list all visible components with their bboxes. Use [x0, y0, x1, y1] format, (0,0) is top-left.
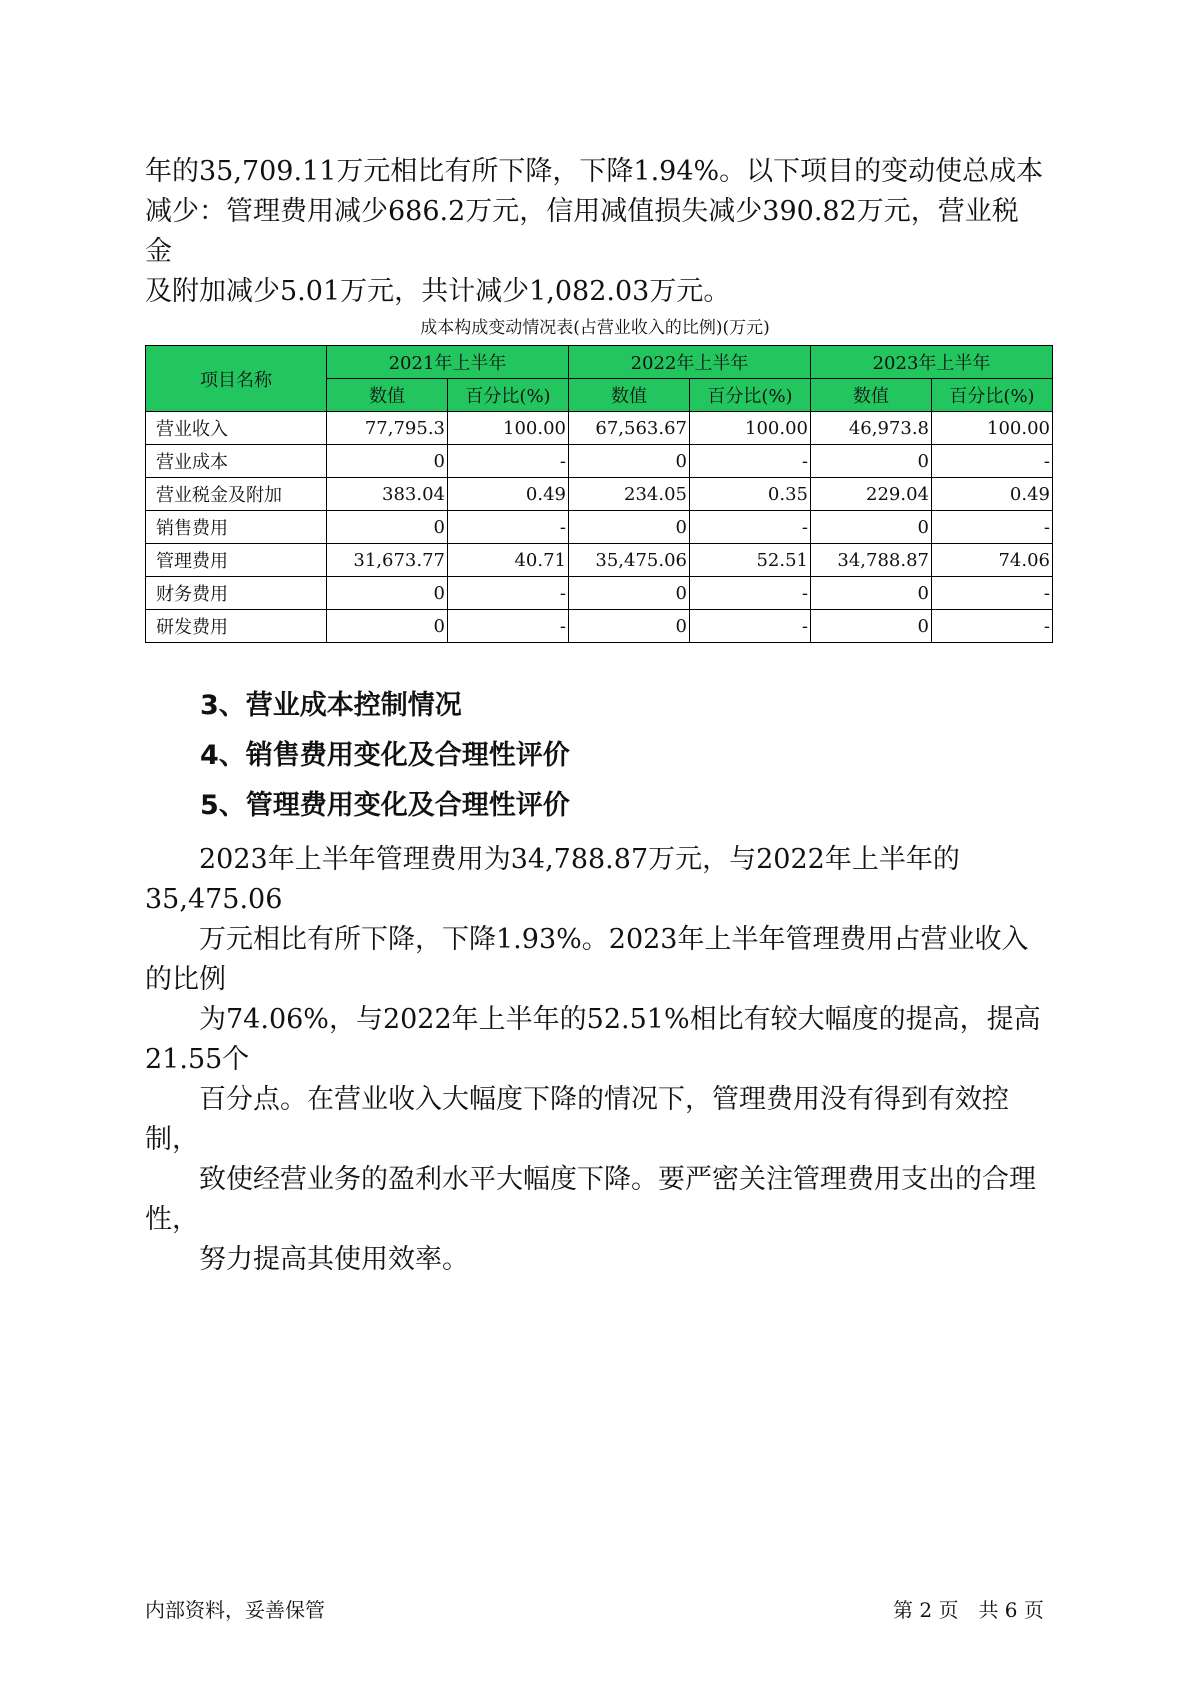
- cell-value: 0: [569, 445, 690, 478]
- cell-value: 0: [569, 511, 690, 544]
- cell-value: 34,788.87: [811, 544, 932, 577]
- cell-value: 0: [327, 445, 448, 478]
- header-year-2023: 2023年上半年: [811, 346, 1053, 379]
- section-5-line-5: 致使经营业务的盈利水平大幅度下降。要严密关注管理费用支出的合理性，: [145, 1164, 1036, 1235]
- cell-percent: -: [448, 511, 569, 544]
- cell-percent: -: [448, 445, 569, 478]
- cell-percent: -: [690, 511, 811, 544]
- cell-value: 0: [327, 577, 448, 610]
- intro-line-2: 减少：管理费用减少686.2万元，信用减值损失减少390.82万元，营业税金: [145, 196, 1019, 267]
- cell-value: 383.04: [327, 478, 448, 511]
- intro-paragraph: [145, 152, 1045, 312]
- header-percent: 百分比(%): [932, 379, 1053, 412]
- table-row: [146, 445, 1053, 478]
- cell-percent: 100.00: [690, 412, 811, 445]
- heading-section-4: 4、销售费用变化及合理性评价: [200, 740, 570, 771]
- cell-value: 0: [811, 610, 932, 643]
- heading-section-5: 5、管理费用变化及合理性评价: [200, 790, 570, 821]
- cell-value: 0: [569, 577, 690, 610]
- section-5-paragraph: [145, 840, 1045, 1280]
- row-item-name: 营业收入: [146, 412, 327, 445]
- table-header-row-years: [146, 346, 1053, 379]
- table-row: [146, 412, 1053, 445]
- cell-value: 31,673.77: [327, 544, 448, 577]
- row-item-name: 销售费用: [146, 511, 327, 544]
- cell-percent: -: [932, 610, 1053, 643]
- cell-value: 46,973.8: [811, 412, 932, 445]
- cell-percent: 0.49: [932, 478, 1053, 511]
- cell-percent: 100.00: [932, 412, 1053, 445]
- header-value: 数值: [811, 379, 932, 412]
- cell-percent: 100.00: [448, 412, 569, 445]
- cell-value: 234.05: [569, 478, 690, 511]
- cell-percent: 0.49: [448, 478, 569, 511]
- cell-value: 229.04: [811, 478, 932, 511]
- cell-value: 0: [569, 610, 690, 643]
- intro-line-1: 年的35,709.11万元相比有所下降，下降1.94%。以下项目的变动使总成本: [145, 156, 1044, 187]
- row-item-name: 财务费用: [146, 577, 327, 610]
- cell-value: 77,795.3: [327, 412, 448, 445]
- cell-value: 0: [327, 610, 448, 643]
- cell-percent: 74.06: [932, 544, 1053, 577]
- cell-percent: -: [932, 511, 1053, 544]
- cost-structure-table: [145, 345, 1053, 643]
- cell-percent: 52.51: [690, 544, 811, 577]
- cell-value: 35,475.06: [569, 544, 690, 577]
- cell-percent: -: [690, 445, 811, 478]
- cell-percent: -: [448, 610, 569, 643]
- row-item-name: 研发费用: [146, 610, 327, 643]
- header-year-2021: 2021年上半年: [327, 346, 569, 379]
- header-value: 数值: [327, 379, 448, 412]
- table-row: [146, 511, 1053, 544]
- header-item-name: 项目名称: [146, 346, 327, 412]
- header-year-2022: 2022年上半年: [569, 346, 811, 379]
- section-5-line-6: 努力提高其使用效率。: [199, 1244, 469, 1275]
- cell-value: 0: [327, 511, 448, 544]
- table-row: [146, 478, 1053, 511]
- cell-percent: -: [932, 577, 1053, 610]
- cell-percent: 40.71: [448, 544, 569, 577]
- cell-percent: 0.35: [690, 478, 811, 511]
- header-value: 数值: [569, 379, 690, 412]
- section-5-line-2: 万元相比有所下降，下降1.93%。2023年上半年管理费用占营业收入的比例: [145, 924, 1029, 995]
- cell-value: 67,563.67: [569, 412, 690, 445]
- cell-percent: -: [932, 445, 1053, 478]
- row-item-name: 营业成本: [146, 445, 327, 478]
- cell-percent: -: [448, 577, 569, 610]
- cell-value: 0: [811, 511, 932, 544]
- table-body: [146, 412, 1053, 643]
- header-percent: 百分比(%): [448, 379, 569, 412]
- table-row: [146, 610, 1053, 643]
- cell-value: 0: [811, 445, 932, 478]
- row-item-name: 管理费用: [146, 544, 327, 577]
- section-5-line-1: 2023年上半年管理费用为34,788.87万元，与2022年上半年的35,475.06: [145, 844, 960, 915]
- cell-percent: -: [690, 610, 811, 643]
- heading-section-3: 3、营业成本控制情况: [200, 690, 462, 721]
- intro-line-3: 及附加减少5.01万元，共计减少1,082.03万元。: [145, 276, 731, 307]
- section-5-line-4: 百分点。在营业收入大幅度下降的情况下，管理费用没有得到有效控制，: [145, 1084, 1009, 1155]
- header-percent: 百分比(%): [690, 379, 811, 412]
- cell-value: 0: [811, 577, 932, 610]
- table-row: [146, 577, 1053, 610]
- table-caption: 成本构成变动情况表(占营业收入的比例)(万元): [420, 318, 770, 338]
- footer-page-number: 第 2 页 共 6 页: [893, 1598, 1044, 1622]
- footer-confidential-note: 内部资料，妥善保管: [145, 1598, 325, 1622]
- table-row: [146, 544, 1053, 577]
- row-item-name: 营业税金及附加: [146, 478, 327, 511]
- cell-percent: -: [690, 577, 811, 610]
- section-5-line-3: 为74.06%，与2022年上半年的52.51%相比有较大幅度的提高，提高21.55个: [145, 1004, 1041, 1075]
